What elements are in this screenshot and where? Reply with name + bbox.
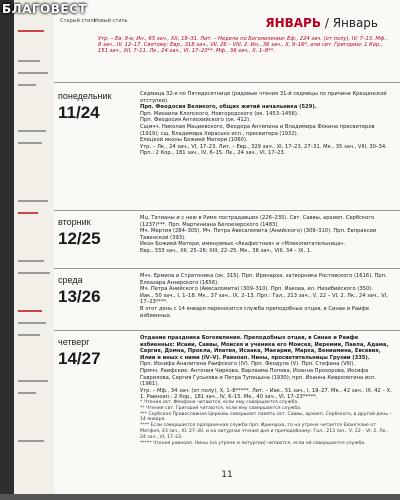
- day-date: 14/27: [58, 349, 101, 368]
- day-content: [140, 335, 392, 401]
- day-content: [140, 91, 392, 157]
- day-line: Евр., 333 зач., XII, 25–26; XIII, 22–25. Мк., 36 зач., VIII, 34 – IX, 1.: [140, 247, 312, 254]
- month-header: [265, 16, 378, 30]
- day-row-tuesday: [54, 210, 400, 267]
- day-line: В этот день с 14 января переносится служба преподобных отцев, в Синае и Раифе избиенных.: [140, 305, 370, 319]
- weekday-label: четверг: [58, 337, 90, 347]
- day-line: Мч. Петра Анийского (Авесаломита) (309–310). Прп. Иакова, ел. Низибийского (350).: [140, 286, 373, 293]
- day-date: 11/24: [58, 103, 100, 122]
- day-line: Прп. Иосифа Аналитина Раифского (IV). Прп. Феодула (V). Прп. Стефана (VIII).: [140, 361, 355, 368]
- calendar-page: [54, 0, 400, 500]
- month-name: Январь: [332, 16, 378, 30]
- day-line: Елецкой иконы Божией Матери (1060).: [140, 137, 248, 144]
- day-line: Икон Божией Матери, именуемых «Акафистная» и «Млекопитательница».: [140, 241, 346, 248]
- day-content: [140, 215, 392, 255]
- new-style-label: Новый стиль: [94, 18, 128, 24]
- day-line: Прп. Феодосия Великого, общих житий начальника (529).: [140, 104, 317, 111]
- footnote: **** Если совершается праздничная служба прп. Иринарха, то на утрене читается Евангелие от Матфея, 43 зач., XI, 27–30, и на литургии чтения дня и преподобному: Гал., 213 зач., V, 22 – VI, 2. Лк., 24 зач., VI, 17–23.: [140, 423, 389, 440]
- footnote: ** Чтения свт. Григория читаются, если ему совершается служба.: [140, 405, 302, 411]
- weekday-label: среда: [58, 275, 83, 285]
- day-line: Прп. Феодосия Антиохийского (ок. 412).: [140, 117, 251, 124]
- day-row-monday: [54, 82, 400, 209]
- book-edge: [0, 0, 14, 500]
- page-bottom-shadow: [0, 494, 400, 500]
- day-line: Утр. – Мф., 34 зач. (от полу), X, 1–8*****. Лит. – Иак., 51 зач., I, 19–27. Мк., 42 зач., IX, 42 – X, 1. Равноап.: 2 Кор., 181 зач., IV, 6–15. Мк., 40 зач., VI, 17–23*****.: [140, 387, 392, 401]
- page-number: 11: [221, 470, 233, 480]
- footnote: *** Сербская Православная Церковь совершает память свт. Саввы, архиеп. Сербского, в другой день – 14 января.: [140, 411, 392, 423]
- day-line: Прп. Михаила Клопского, Новгородского (ок. 1453–1456).: [140, 110, 299, 117]
- day-line: Седмица 32-я по Пятидесятнице (рядовые чтения 31-й седмицы по причине Крещенской отступки).: [140, 91, 387, 104]
- month-separator: /: [321, 16, 333, 30]
- month-red: ЯНВАРЬ: [265, 16, 322, 30]
- day-line: Отдание праздника Богоявления. Преподобных отцев, в Синае и Раифе избиенных: Исаии, Саввы, Моисея и ученика его Моисея, Иеремии, Павла, Адама, Сергия, Домна, Прокла, Ипатия, Исаака, Макарии, Марка, Вениамина, Евсевия, Илии и иных с ними (IV–V). Равноап. Нины, просветительницы Грузии (335).: [140, 335, 389, 361]
- day-line: Прмчч. Раифских: Антония Чиркова, Варлаама Попова, Иоанна Прохорова, Иосифа Гаврилова, Сергия Гуськова и Петра Тупицына (1930); прп. Иоанна Кевролетина исп. (1961).: [140, 367, 377, 388]
- day-date: 13/26: [58, 287, 101, 306]
- weekday-label: понедельник: [58, 91, 112, 101]
- day-line: Сщмчч. Николая Мациевского, Феодора Антипина и Владимира Фокина пресвитеров (1919); сщ. Владимира Хирасько исп., пресвитера (1932).: [140, 123, 375, 137]
- day-line: Утр. – Лк., 24 зач., VI, 17–23. Лит. – Евр., 329 зач., XI, 17–23, 27–31. Мк., 35 зач., VIII, 30–34. Прп.: 2 Кор., 181 зач., IV, 6–15. Лк., 24 зач., VI, 17–23.: [140, 143, 387, 157]
- day-date: 12/25: [58, 229, 101, 248]
- day-content: [140, 273, 392, 319]
- footnotes: [140, 400, 392, 446]
- day-row-wednesday: [54, 268, 400, 329]
- weekday-label: вторник: [58, 217, 91, 227]
- footnote: * Чтения свт. Феофана читаются, если ему совершается служба.: [140, 400, 299, 405]
- footnote: ***** Чтения равноап. Нины (на утрене и литургии) читаются, если ей совершается служба.: [140, 440, 366, 446]
- previous-page-fragment: [14, 0, 54, 500]
- old-style-label: Старый стиль: [60, 18, 97, 24]
- day-line: Мчч. Ермила и Стратоника (ок. 315). Прп. Иринарха, затворника Ростовского (1616). Прп. Елеазара Анзерского (1656).: [140, 273, 387, 286]
- day-line: Мц. Татианы и с нею в Риме пострадавших (226–235). Свт. Саввы, архиеп. Сербского (1237)***. Прп. Мартиниана Белоезерского (1483).: [140, 215, 375, 228]
- day-line: Иак., 50 зач., I, 1–18. Мк., 37 зач., IX, 2–13. Прп.: Гал., 213 зач., V, 22 – VI, 2. Лк., 24 зач., VI, 17–23****.: [140, 292, 388, 306]
- top-readings: Утр. – Ев. 9-е, Ин., 65 зач., XX, 19–31. Лит. – Неделе по Богоявлении: Еф., 224 зач. (от полу), IV, 7–13. Мф., 8 зач., IV, 12–17. Святому: Евр., 318 зач., VII, 26 – VIII, 2. Ин., 36 зач., X, 9–16*, или свт. Григорию: 1 Кор., 151 зач., XII, 7–11. Лк., 24 зач., VI, 17–23**. Мф., 36 зач., X, 1–8**.: [98, 36, 388, 55]
- day-line: Мч. Мертия (284–305). Мч. Петра Авесаломита (Анийского) (309–310). Прп. Евпраксии Тавенской (393).: [140, 228, 377, 241]
- watermark-logo: БЛАГОВЕСТ: [2, 2, 88, 16]
- day-row-thursday: [54, 330, 400, 401]
